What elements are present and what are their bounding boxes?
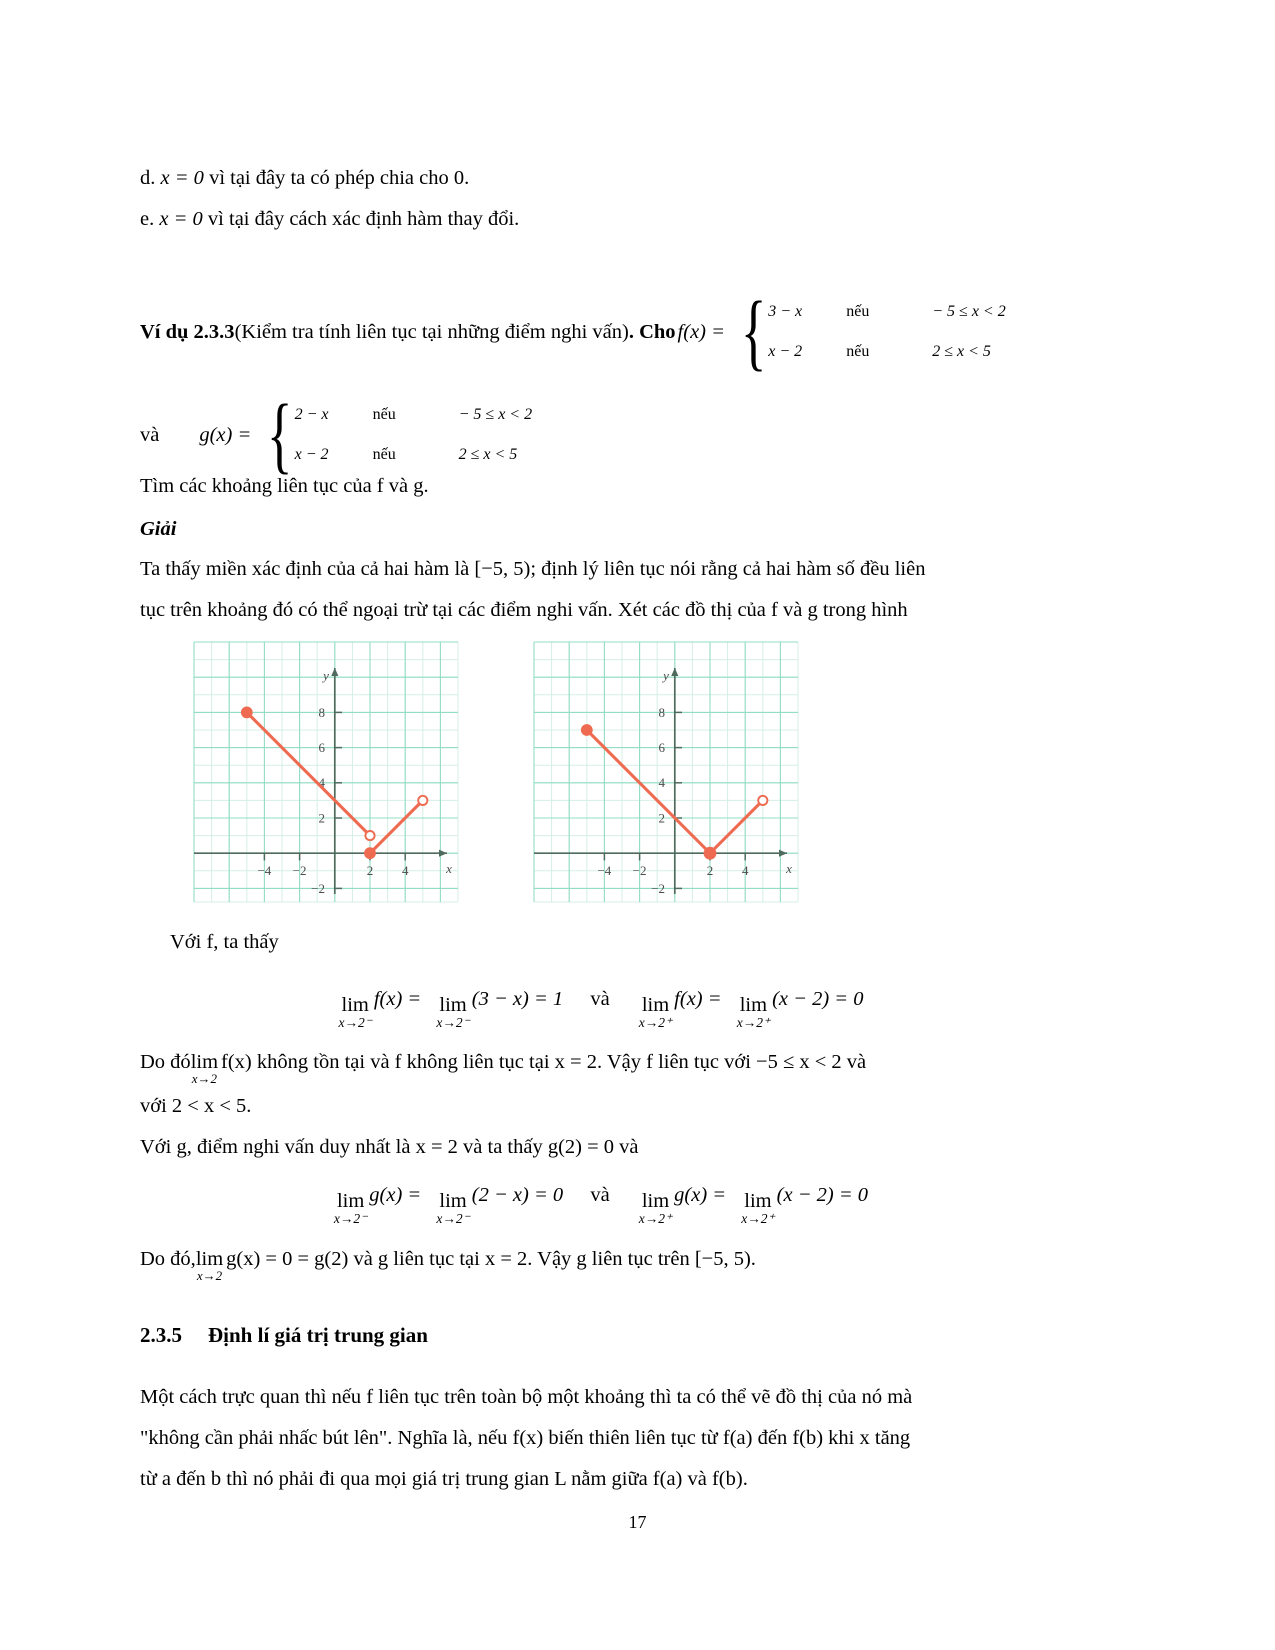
x-tick-minus2: −2 — [632, 863, 647, 878]
example-title: (Kiểm tra tính liên tục tại những điểm nghi vấn) — [234, 320, 629, 343]
solution-paragraph-line2: tục trên khoảng đó có thể ngoại trừ tại các điểm nghi vấn. Xét các đồ thị của f và g trong hình — [140, 599, 908, 621]
f-row2-expr: x − 2 — [768, 343, 803, 360]
lim-subscript: x→2⁻ — [436, 1015, 470, 1030]
section-heading — [140, 1323, 428, 1348]
f-row2-word: nếu — [846, 343, 870, 360]
lim-f-left-1-body: f(x) = — [373, 988, 422, 1010]
g-row1-expr: 2 − x — [294, 406, 329, 423]
item-d-math: x = 0 — [160, 167, 204, 189]
g-row1-word: nếu — [372, 406, 396, 423]
section-number: 2.3.5 — [140, 1323, 182, 1347]
equation-conjunction-f: và — [590, 988, 610, 1010]
function-f-label: f(x) = — [677, 320, 725, 343]
x-tick-4: 4 — [401, 863, 409, 878]
solution-paragraph-line1: Ta thấy miền xác định của cả hai hàm là [−5, 5); định lý liên tục nói rằng cả hai hàm số đều liên — [140, 558, 926, 580]
lim-word: lim — [190, 1051, 219, 1073]
x-axis-label: x — [446, 861, 452, 876]
f-row1-word: nếu — [846, 303, 870, 320]
lim-word: lim — [439, 1190, 467, 1212]
lim-g-right-2 — [741, 1191, 774, 1226]
conclusion-g-line — [140, 1249, 756, 1282]
lim-word: lim — [336, 1190, 365, 1212]
piecewise-f-row-1 — [768, 292, 1005, 332]
list-item-d — [140, 168, 469, 189]
closed-point-g-at-2 — [704, 848, 715, 859]
lim-g-right-1-body: g(x) = — [674, 1184, 727, 1206]
y-tick-2: 2 — [658, 810, 665, 826]
conclusion-g-prefix: Do đó, — [140, 1248, 196, 1270]
x-tick-minus2: −2 — [292, 863, 307, 878]
x-tick-minus4: −4 — [257, 863, 272, 878]
figure-graph-g — [525, 636, 800, 908]
lim-f-left-2 — [436, 995, 469, 1030]
lim-word: lim — [739, 994, 768, 1016]
lim-g-right-2-body: (x − 2) = 0 — [776, 1184, 869, 1206]
find-intervals-text: Tìm các khoảng liên tục của f và g. — [140, 475, 429, 497]
x-tick-2: 2 — [706, 863, 714, 878]
graph-g-svg — [525, 636, 800, 908]
y-tick-minus2: −2 — [651, 881, 665, 896]
section-paragraph-line2: "không cần phải nhấc bút lên". Nghĩa là, nếu f(x) biến thiên liên tục từ f(a) đến f(b) khi x tăng — [140, 1427, 911, 1449]
lim-word: lim — [641, 1190, 670, 1212]
x-tick-minus4: −4 — [597, 863, 612, 878]
left-brace-f: { — [740, 283, 767, 380]
y-tick-2: 2 — [318, 810, 325, 826]
item-e-text: vì tại đây cách xác định hàm thay đổi. — [202, 208, 520, 230]
list-item-e — [140, 209, 519, 230]
lim-g-left-2-body: (2 − x) = 0 — [471, 1184, 564, 1206]
lim-f-right-1-body: f(x) = — [674, 988, 722, 1010]
closed-point-g-start — [582, 725, 592, 735]
with-f-text: Với f, ta thấy — [170, 931, 279, 953]
g-row1-cond: − 5 ≤ x < 2 — [458, 406, 533, 423]
lim-f-right-1 — [639, 995, 672, 1030]
lim-subscript: x→2⁻ — [333, 1211, 368, 1226]
lim-word: lim — [641, 994, 670, 1016]
conclusion-f-line2: với 2 < x < 5. — [140, 1095, 252, 1117]
y-tick-6: 6 — [318, 740, 325, 755]
y-axis-label: y — [663, 668, 669, 683]
y-tick-minus2: −2 — [311, 881, 325, 896]
lim-subscript: x→2 — [196, 1268, 223, 1283]
item-d-prefix: d. — [140, 167, 161, 189]
conjunction-and: và — [140, 423, 160, 446]
with-g-text: Với g, điểm nghi vấn duy nhất là x = 2 và ta thấy g(2) = 0 và — [140, 1136, 639, 1158]
inline-limit-g — [196, 1250, 223, 1282]
lim-g-left-1-body: g(x) = — [369, 1184, 422, 1206]
lim-subscript: x→2 — [191, 1071, 217, 1086]
item-e-math: x = 0 — [159, 208, 203, 230]
left-brace-g: { — [267, 386, 293, 483]
lim-subscript: x→2⁺ — [638, 1211, 673, 1226]
g-row2-word: nếu — [372, 446, 396, 463]
closed-point-f-at-2 — [365, 848, 375, 858]
x-tick-2: 2 — [366, 863, 374, 878]
y-tick-6: 6 — [658, 740, 665, 755]
y-tick-4: 4 — [658, 775, 665, 790]
y-tick-8: 8 — [318, 705, 325, 720]
section-paragraph-line3: từ a đến b thì nó phải đi qua mọi giá trị trung gian L nằm giữa f(a) và f(b). — [140, 1468, 748, 1490]
lim-f-left-2-body: (3 − x) = 1 — [471, 988, 564, 1010]
lim-f-right-2 — [737, 995, 770, 1030]
lim-word: lim — [439, 994, 467, 1016]
y-tick-4: 4 — [318, 775, 325, 790]
figure-graph-f — [185, 636, 460, 908]
lim-subscript: x→2⁺ — [736, 1015, 771, 1030]
section-paragraph-line1: Một cách trực quan thì nếu f liên tục trên toàn bộ một khoảng thì ta có thể vẽ đồ thị của nó mà — [140, 1386, 913, 1408]
inline-limit-f — [191, 1053, 218, 1085]
piecewise-f-row-2 — [768, 332, 1005, 372]
x-tick-4: 4 — [741, 863, 749, 878]
conclusion-g-text: g(x) = 0 = g(2) và g liên tục tại x = 2. Vậy g liên tục trên [−5, 5). — [226, 1248, 756, 1270]
open-point-g-end — [758, 796, 767, 805]
x-axis-label: x — [786, 861, 792, 876]
equation-f-limits — [140, 988, 1060, 1030]
page-number: 17 — [628, 1512, 647, 1532]
example-lead: . Cho — [628, 320, 676, 343]
function-g-label: g(x) = — [199, 423, 252, 446]
equation-g-limits — [140, 1184, 1060, 1226]
f-row2-cond: 2 ≤ x < 5 — [932, 343, 991, 360]
solution-heading: Giải — [140, 518, 177, 540]
lim-word: lim — [195, 1248, 224, 1270]
open-point-f-end — [418, 796, 427, 805]
piecewise-g — [259, 386, 533, 483]
figures-row — [140, 636, 1100, 916]
open-point-f-left-limit — [365, 831, 374, 840]
item-e-prefix: e. — [140, 208, 160, 230]
lim-f-right-2-body: (x − 2) = 0 — [772, 988, 864, 1010]
y-tick-8: 8 — [658, 705, 665, 720]
conclusion-f-text: f(x) không tồn tại và f không liên tục tại x = 2. Vậy f liên tục với −5 ≤ x < 2 và — [221, 1051, 867, 1073]
lim-f-left-1 — [338, 995, 371, 1030]
conclusion-f-line1 — [140, 1052, 866, 1085]
closed-point-f-start — [242, 707, 252, 717]
definition-g — [140, 386, 533, 483]
lim-g-left-2 — [436, 1191, 469, 1226]
example-statement — [140, 283, 1006, 380]
section-title: Định lí giá trị trung gian — [208, 1323, 428, 1347]
y-axis-label: y — [323, 668, 329, 683]
piecewise-g-row-2 — [295, 435, 532, 475]
f-row1-expr: 3 − x — [768, 303, 803, 320]
lim-g-right-1 — [639, 1191, 672, 1226]
graph-f-svg — [185, 636, 460, 908]
g-row2-cond: 2 ≤ x < 5 — [458, 446, 518, 463]
equation-conjunction-g: và — [590, 1184, 610, 1206]
lim-g-left-1 — [334, 1191, 367, 1226]
f-row1-cond: − 5 ≤ x < 2 — [932, 303, 1006, 320]
lim-subscript: x→2⁻ — [436, 1211, 470, 1226]
g-row2-expr: x − 2 — [294, 446, 329, 463]
lim-word: lim — [341, 994, 369, 1016]
item-d-text: vì tại đây ta có phép chia cho 0. — [203, 167, 470, 189]
piecewise-g-row-1 — [295, 395, 532, 435]
lim-word: lim — [744, 1190, 772, 1212]
lim-subscript: x→2⁺ — [638, 1015, 673, 1030]
lim-subscript: x→2⁻ — [338, 1015, 372, 1030]
example-label: Ví dụ 2.3.3 — [140, 320, 235, 343]
conclusion-f-prefix: Do đó — [140, 1051, 191, 1073]
piecewise-f — [733, 283, 1006, 380]
lim-subscript: x→2⁺ — [741, 1211, 775, 1226]
